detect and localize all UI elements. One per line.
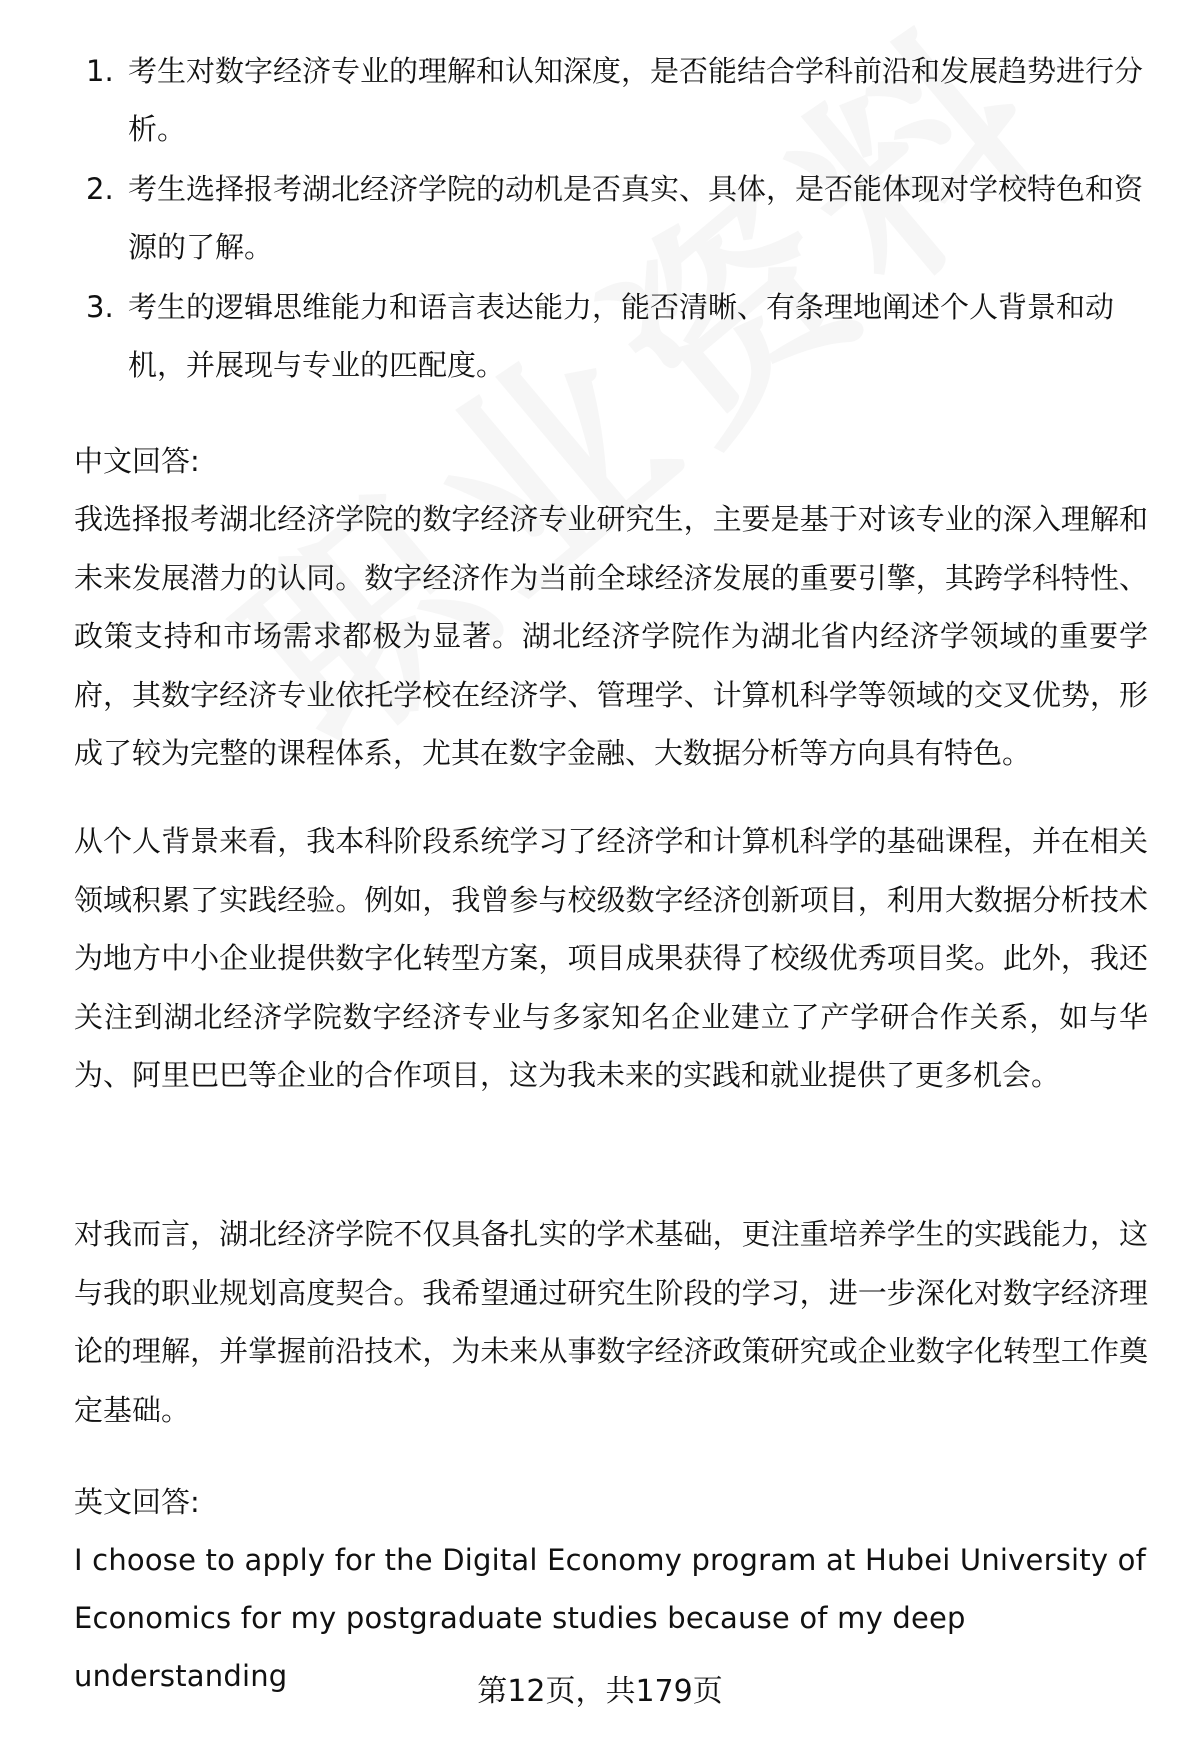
chinese-answer-section bbox=[74, 432, 1148, 783]
english-answer-section bbox=[74, 1473, 1148, 1705]
chinese-answer-section-3 bbox=[74, 1205, 1148, 1439]
criteria-list bbox=[86, 42, 1146, 396]
criteria-number: 3. bbox=[86, 290, 114, 324]
criteria-number: 2. bbox=[86, 172, 114, 206]
criteria-text: 考生的逻辑思维能力和语言表达能力，能否清晰、有条理地阐述个人背景和动机，并展现与专业的匹配度。 bbox=[128, 290, 1115, 382]
chinese-answer-paragraph: 对我而言，湖北经济学院不仅具备扎实的学术基础，更注重培养学生的实践能力，这与我的职业规划高度契合。我希望通过研究生阶段的学习，进一步深化对数字经济理论的理解，并掌握前沿技术，为未来从事数字经济政策研究或企业数字化转型工作奠定基础。 bbox=[74, 1217, 1148, 1427]
english-answer-text: I choose to apply for the Digital Economy program at Hubei University of Economics for my postgraduate studies because of my deep understanding bbox=[74, 1543, 1146, 1693]
criteria-item bbox=[86, 42, 1146, 158]
criteria-item bbox=[86, 278, 1146, 394]
chinese-answer-section-2 bbox=[74, 812, 1148, 1105]
criteria-number: 1. bbox=[86, 54, 114, 88]
criteria-text: 考生选择报考湖北经济学院的动机是否真实、具体，是否能体现对学校特色和资源的了解。 bbox=[128, 172, 1144, 264]
chinese-answer-paragraph: 从个人背景来看，我本科阶段系统学习了经济学和计算机科学的基础课程，并在相关领域积累了实践经验。例如，我曾参与校级数字经济创新项目，利用大数据分析技术为地方中小企业提供数字化转型方案，项目成果获得了校级优秀项目奖。此外，我还关注到湖北经济学院数字经济专业与多家知名企业建立了产学研合作关系，如与华为、阿里巴巴等企业的合作项目，这为我未来的实践和就业提供了更多机会。 bbox=[74, 824, 1148, 1092]
criteria-text: 考生对数字经济专业的理解和认知深度，是否能结合学科前沿和发展趋势进行分析。 bbox=[128, 54, 1144, 146]
chinese-answer-heading: 中文回答: bbox=[74, 444, 200, 478]
english-answer-heading: 英文回答: bbox=[74, 1485, 200, 1519]
page-footer: 第12页，共179页 bbox=[477, 1674, 723, 1709]
criteria-item bbox=[86, 160, 1146, 276]
chinese-answer-paragraph: 我选择报考湖北经济学院的数字经济专业研究生，主要是基于对该专业的深入理解和未来发展潜力的认同。数字经济作为当前全球经济发展的重要引擎，其跨学科特性、政策支持和市场需求都极为显著。湖北经济学院作为湖北省内经济学领域的重要学府，其数字经济专业依托学校在经济学、管理学、计算机科学等领域的交叉优势，形成了较为完整的课程体系，尤其在数字金融、大数据分析等方向具有特色。 bbox=[74, 502, 1148, 770]
